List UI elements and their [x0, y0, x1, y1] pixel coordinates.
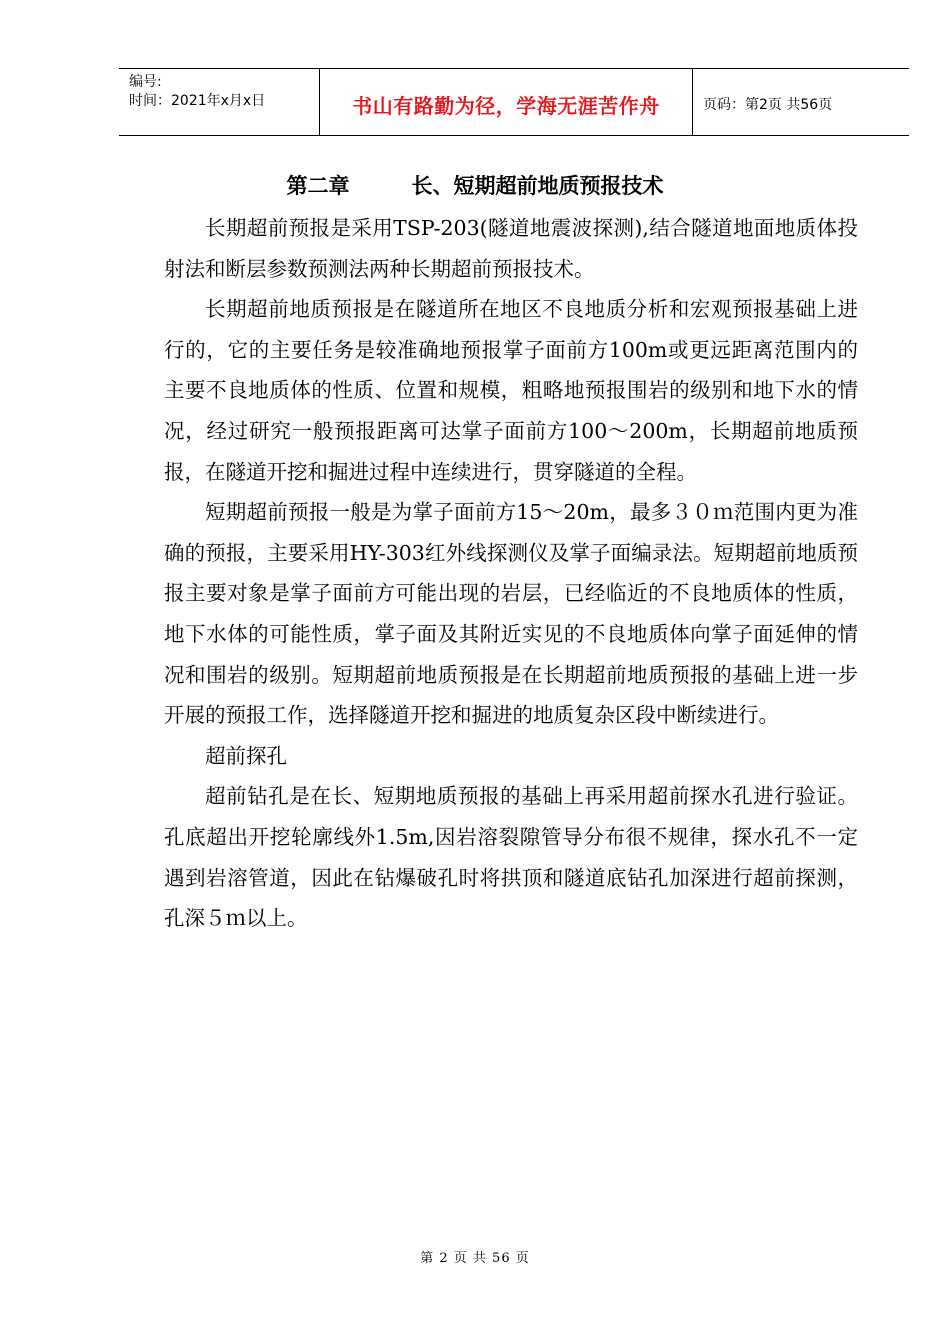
- header-page-info: 页码：第2页 共56页: [703, 97, 833, 113]
- body-content: [164, 208, 858, 939]
- section-heading-advance-probe: 超前探孔: [205, 743, 287, 768]
- document-number-label: 编号:: [129, 74, 162, 90]
- paragraph-advance-drilling: 超前钻孔是在长、短期地质预报的基础上再采用超前探水孔进行验证。孔底超出开挖轮廓线外1.5m,因岩溶裂隙管导分布很不规律，探水孔不一定遇到岩溶管道，因此在钻爆破孔时将拱顶和隧道底钻孔加深进行超前探测，孔深５ｍ以上。: [164, 784, 858, 931]
- header-page-cell: [693, 69, 909, 135]
- header-meta-cell: [119, 69, 320, 135]
- chapter-number: 第二章: [286, 174, 350, 198]
- chapter-title: 长、短期超前地质预报技术: [411, 174, 664, 198]
- document-header: [119, 68, 909, 136]
- paragraph-long-term-detail: 长期超前地质预报是在隧道所在地区不良地质分析和宏观预报基础上进行的，它的主要任务是较准确地预报掌子面前方100m或更远距离范围内的主要不良地质体的性质、位置和规模，粗略地预报围岩的级别和地下水的情况，经过研究一般预报距离可达掌子面前方100～200m，长期超前地质预报，在隧道开挖和掘进过程中连续进行，贯穿隧道的全程。: [164, 297, 858, 484]
- header-motto-cell: [320, 69, 693, 135]
- paragraph-short-term: 短期超前预报一般是为掌子面前方15～20m，最多３０ｍ范围内更为准确的预报，主要采用HY-303红外线探测仪及掌子面编录法。短期超前地质预报主要对象是掌子面前方可能出现的岩层，已经临近的不良地质体的性质，地下水体的可能性质，掌子面及其附近实见的不良地质体向掌子面延伸的情况和围岩的级别。短期超前地质预报是在长期超前地质预报的基础上进一步开展的预报工作，选择隧道开挖和掘进的地质复杂区段中断续进行。: [164, 500, 858, 728]
- chapter-heading: [0, 170, 950, 200]
- header-motto: 书山有路勤为径，学海无涯苦作舟: [352, 93, 660, 118]
- document-time-label: 时间：2021年x月x日: [129, 93, 266, 109]
- page-footer: 第 2 页 共 56 页: [420, 1251, 530, 1266]
- paragraph-long-term-intro: 长期超前预报是采用TSP-203(隧道地震波探测),结合隧道地面地质体投射法和断层参数预测法两种长期超前预报技术。: [164, 216, 858, 281]
